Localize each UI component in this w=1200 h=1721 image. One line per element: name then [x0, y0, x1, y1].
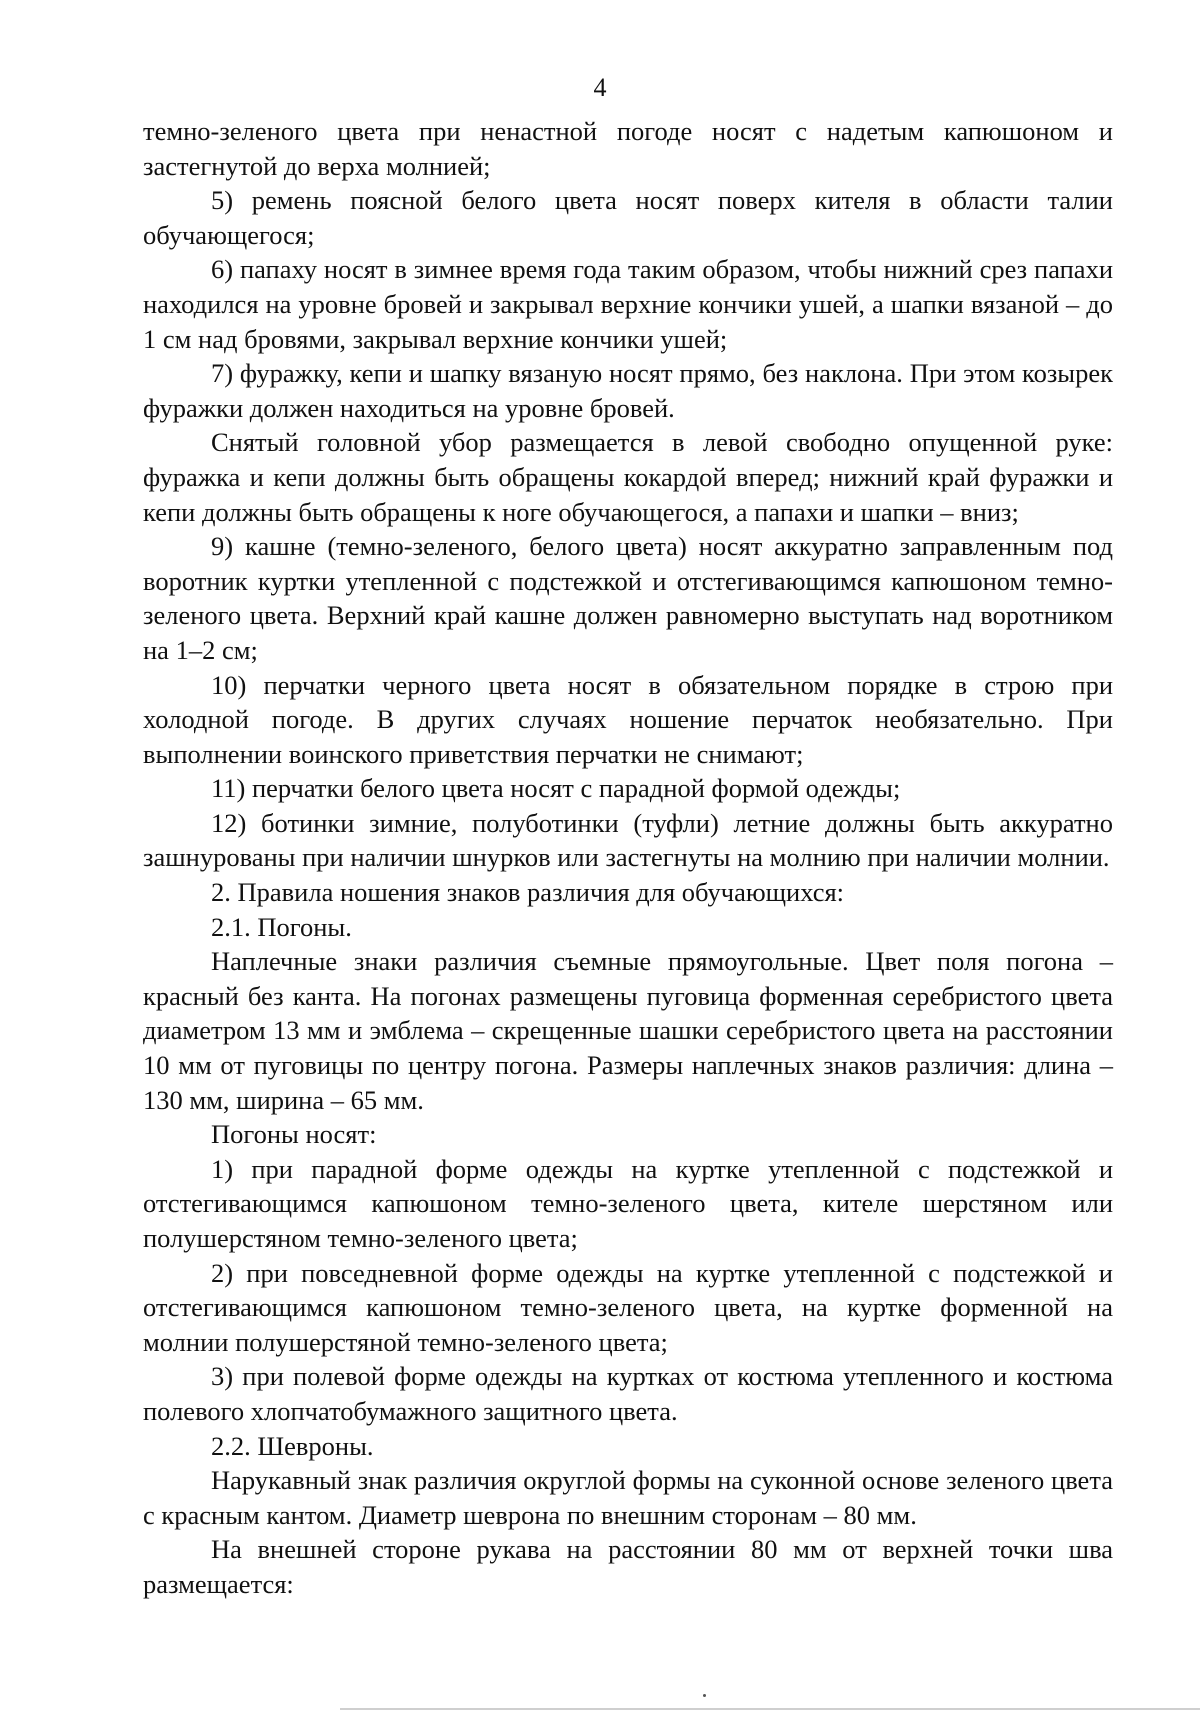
paragraph: темно-зеленого цвета при ненастной погоде носят с надетым капюшоном и застегнутой до верха молнией;: [143, 116, 1113, 181]
paragraph: Наплечные знаки различия съемные прямоугольные. Цвет поля погона – красный без канта. На погонах размещены пуговица форменная серебристого цвета диаметром 13 мм и эмблема – скрещенные шашки серебристого цвета на расстоянии 10 мм от пуговицы по центру погона. Размеры наплечных знаков различия: длина – 130 мм, ширина – 65 мм.: [143, 946, 1113, 1115]
list-item: 7) фуражку, кепи и шапку вязаную носят прямо, без наклона. При этом козырек фуражки должен находиться на уровне бровей.: [143, 358, 1113, 423]
paragraph: Нарукавный знак различия округлой формы на суконной основе зеленого цвета с красным кантом. Диаметр шеврона по внешним сторонам – 80 мм.: [143, 1465, 1113, 1530]
paragraph: Погоны носят:: [211, 1119, 377, 1150]
subsection-heading: 2.2. Шевроны.: [211, 1430, 374, 1461]
document-body: [143, 114, 1113, 1602]
list-item: 5) ремень поясной белого цвета носят поверх кителя в области талии обучающегося;: [143, 185, 1113, 250]
section-heading: 2. Правила ношения знаков различия для обучающихся:: [211, 877, 845, 908]
list-item: 3) при полевой форме одежды на куртках от костюма утепленного и костюма полевого хлопчатобумажного защитного цвета.: [143, 1361, 1113, 1426]
scan-dot: [703, 1694, 706, 1697]
paragraph: На внешней стороне рукава на расстоянии 80 мм от верхней точки шва размещается:: [143, 1534, 1113, 1599]
list-item: 6) папаху носят в зимнее время года таким образом, чтобы нижний срез папахи находился на уровне бровей и закрывал верхние кончики ушей, а шапки вязаной – до 1 см над бровями, закрывал верхние кончики ушей;: [143, 254, 1113, 354]
subsection-heading: 2.1. Погоны.: [211, 911, 352, 942]
list-item: 12) ботинки зимние, полуботинки (туфли) летние должны быть аккуратно зашнурованы при наличии шнурков или застегнуты на молнию при наличии молнии.: [143, 807, 1113, 873]
list-item: 1) при парадной форме одежды на куртке утепленной с подстежкой и отстегивающимся капюшоном темно-зеленого цвета, кителе шерстяном или полушерстяном темно-зеленого цвета;: [143, 1153, 1113, 1253]
paragraph: Снятый головной убор размещается в левой свободно опущенной руке: фуражка и кепи должны быть обращены кокардой вперед; нижний край фуражки и кепи должны быть обращены к ноге обучающегося, а папахи и шапки – вниз;: [143, 427, 1113, 527]
list-item: 10) перчатки черного цвета носят в обязательном порядке в строю при холодной погоде. В других случаях ношение перчаток необязательно. При выполнении воинского приветствия перчатки не снимают;: [143, 669, 1113, 769]
page-number: 4: [593, 73, 607, 102]
list-item: 11) перчатки белого цвета носят с парадной формой одежды;: [211, 773, 901, 804]
list-item: 2) при повседневной форме одежды на куртке утепленной с подстежкой и отстегивающимся капюшоном темно-зеленого цвета, на куртке форменной на молнии полушерстяной темно-зеленого цвета;: [143, 1257, 1113, 1357]
scan-edge-line: [340, 1708, 1200, 1710]
list-item: 9) кашне (темно-зеленого, белого цвета) носят аккуратно заправленным под воротник куртки утепленной с подстежкой и отстегивающимся капюшоном темно-зеленого цвета. Верхний край кашне должен равномерно выступать над воротником на 1–2 см;: [143, 531, 1113, 665]
